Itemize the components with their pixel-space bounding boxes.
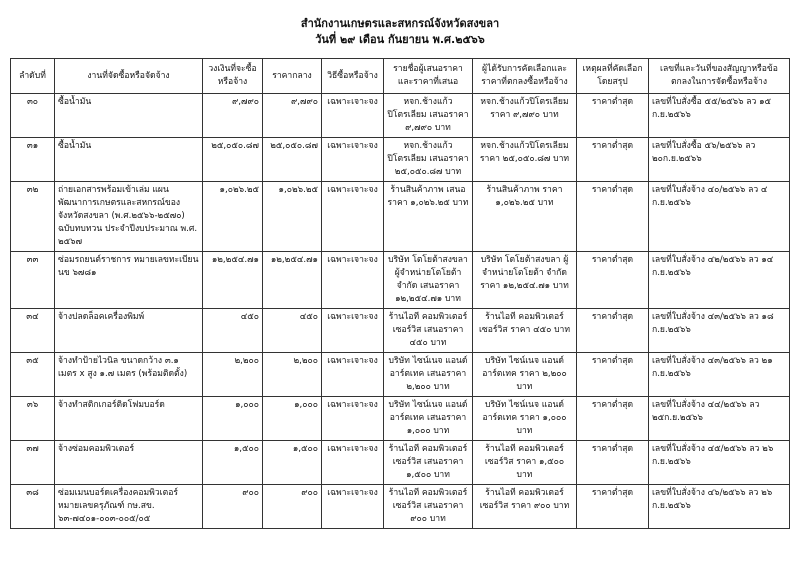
col-header-item: งานที่จัดซื้อหรือจัดจ้าง xyxy=(55,59,203,94)
cell-item: จ้างทำป้ายไวนิล ขนาดกว้าง ๓.๑ เมตร x สูง ๑.๗ เมตร (พร้อมติดตั้ง) xyxy=(55,353,203,397)
col-header-no: ลำดับที่ xyxy=(11,59,55,94)
table-row xyxy=(11,485,790,529)
cell-reason: ราคาต่ำสุด xyxy=(577,94,649,138)
cell-item: ซ่อมรถยนต์ราชการ หมายเลขทะเบียน นข ๖๗๘๑ xyxy=(55,252,203,309)
cell-method: เฉพาะเจาะจง xyxy=(322,182,384,252)
cell-budget: ๒,๒๐๐ xyxy=(203,353,263,397)
cell-item: จ้างทำสติกเกอร์ติดโฟมบอร์ด xyxy=(55,397,203,441)
cell-contract: เลขที่ใบสั่งจ้าง ๔๔/๒๕๖๖ ลว ๒๕ก.ย.๒๕๖๖ xyxy=(649,397,790,441)
cell-contract: เลขที่ใบสั่งจ้าง ๔๓/๒๕๖๖ ลว ๒๑ ก.ย.๒๕๖๖ xyxy=(649,353,790,397)
cell-bidder: บริษัท ไซน์เนจ แอนด์ อาร์ตเทค เสนอราคา ๑,๐๐๐ บาท xyxy=(384,397,473,441)
col-header-bidder: รายชื่อผู้เสนอราคาและราคาที่เสนอ xyxy=(384,59,473,94)
cell-no: ๓๘ xyxy=(11,485,55,529)
cell-winner: หจก.ช้างแก้วปิโตรเลียม ราคา ๙,๗๙๐ บาท xyxy=(473,94,577,138)
cell-reason: ราคาต่ำสุด xyxy=(577,397,649,441)
cell-winner: ร้านไอที คอมพิวเตอร์ เซอร์วิส ราคา ๙๐๐ บาท xyxy=(473,485,577,529)
cell-contract: เลขที่ใบสั่งจ้าง ๔๐/๒๕๖๖ ลว ๔ ก.ย.๒๕๖๖ xyxy=(649,182,790,252)
document-title: สำนักงานเกษตรและสหกรณ์จังหวัดสงขลา xyxy=(300,17,500,30)
cell-item: ซื้อน้ำมัน xyxy=(55,94,203,138)
cell-item: ซ่อมเมนบอร์ดเครื่องคอมพิวเตอร์ หมายเลขครุภัณฑ์ กษ.สข. ๖๓-๗๔๐๑-๐๐๓-๐๐๕/๐๕ xyxy=(55,485,203,529)
cell-item: จ้างซ่อมคอมพิวเตอร์ xyxy=(55,441,203,485)
cell-method: เฉพาะเจาะจง xyxy=(322,353,384,397)
cell-reason: ราคาต่ำสุด xyxy=(577,441,649,485)
cell-bidder: ร้านสินค้าภาพ เสนอราคา ๑,๐๒๖.๒๕ บาท xyxy=(384,182,473,252)
col-header-reason: เหตุผลที่คัดเลือกโดยสรุป xyxy=(577,59,649,94)
cell-median-price: ๒๕,๐๕๐.๘๗ xyxy=(263,138,322,182)
cell-reason: ราคาต่ำสุด xyxy=(577,138,649,182)
cell-budget: ๑,๐๒๖.๒๕ xyxy=(203,182,263,252)
cell-reason: ราคาต่ำสุด xyxy=(577,353,649,397)
cell-winner: ร้านไอที คอมพิวเตอร์ เซอร์วิส ราคา ๔๕๐ บาท xyxy=(473,309,577,353)
cell-budget: ๑,๐๐๐ xyxy=(203,397,263,441)
cell-item: จ้างปลดล็อคเครื่องพิมพ์ xyxy=(55,309,203,353)
table-row xyxy=(11,138,790,182)
table-header-row xyxy=(11,59,790,94)
table-row xyxy=(11,353,790,397)
cell-reason: ราคาต่ำสุด xyxy=(577,252,649,309)
procurement-table xyxy=(10,58,790,529)
cell-contract: เลขที่ใบสั่งจ้าง ๔๖/๒๕๖๖ ลว ๒๖ ก.ย.๒๕๖๖ xyxy=(649,485,790,529)
cell-contract: เลขที่ใบสั่งซื้อ ๕๕/๒๕๖๖ ลว ๑๕ ก.ย.๒๕๖๖ xyxy=(649,94,790,138)
cell-contract: เลขที่ใบสั่งจ้าง ๔๕/๒๕๖๖ ลว ๒๖ ก.ย.๒๕๖๖ xyxy=(649,441,790,485)
cell-median-price: ๑,๐๐๐ xyxy=(263,397,322,441)
cell-winner: บริษัท โตโยต้าสงขลา ผู้จำหน่ายโตโยต้า จำกัด ราคา ๑๒,๒๕๔.๗๑ บาท xyxy=(473,252,577,309)
cell-reason: ราคาต่ำสุด xyxy=(577,182,649,252)
cell-method: เฉพาะเจาะจง xyxy=(322,252,384,309)
cell-no: ๓๒ xyxy=(11,182,55,252)
cell-bidder: ร้านไอที คอมพิวเตอร์ เซอร์วิส เสนอราคา ๙๐๐ บาท xyxy=(384,485,473,529)
cell-contract: เลขที่ใบสั่งจ้าง ๔๓/๒๕๖๖ ลว ๑๘ ก.ย.๒๕๖๖ xyxy=(649,309,790,353)
cell-budget: ๒๕,๐๕๐.๘๗ xyxy=(203,138,263,182)
col-header-contract: เลขที่และวันที่ของสัญญาหรือข้อตกลงในการจัดซื้อหรือจ้าง xyxy=(649,59,790,94)
cell-median-price: ๒,๒๐๐ xyxy=(263,353,322,397)
cell-method: เฉพาะเจาะจง xyxy=(322,441,384,485)
cell-contract: เลขที่ใบสั่งจ้าง ๔๒/๒๕๖๖ ลว ๑๔ ก.ย.๒๕๖๖ xyxy=(649,252,790,309)
col-header-winner: ผู้ได้รับการคัดเลือกและราคาที่ตกลงซื้อหรือจ้าง xyxy=(473,59,577,94)
cell-winner: หจก.ช้างแก้วปิโตรเลียม ราคา ๒๕,๐๕๐.๘๗ บาท xyxy=(473,138,577,182)
table-row xyxy=(11,94,790,138)
table-row xyxy=(11,397,790,441)
col-header-method: วิธีซื้อหรือจ้าง xyxy=(322,59,384,94)
cell-method: เฉพาะเจาะจง xyxy=(322,485,384,529)
cell-no: ๓๖ xyxy=(11,397,55,441)
cell-method: เฉพาะเจาะจง xyxy=(322,397,384,441)
cell-no: ๓๑ xyxy=(11,138,55,182)
table-row xyxy=(11,441,790,485)
cell-budget: ๙๐๐ xyxy=(203,485,263,529)
cell-bidder: บริษัท ไซน์เนจ แอนด์ อาร์ตเทค เสนอราคา ๒,๒๐๐ บาท xyxy=(384,353,473,397)
cell-no: ๓๗ xyxy=(11,441,55,485)
cell-bidder: บริษัท โตโยต้าสงขลา ผู้จำหน่ายโตโยต้า จำกัด เสนอราคา ๑๒,๒๕๔.๗๑ บาท xyxy=(384,252,473,309)
table-row xyxy=(11,252,790,309)
cell-median-price: ๑,๐๒๖.๒๕ xyxy=(263,182,322,252)
cell-budget: ๑,๕๐๐ xyxy=(203,441,263,485)
cell-no: ๓๐ xyxy=(11,94,55,138)
cell-contract: เลขที่ใบสั่งซื้อ ๕๖/๒๕๖๖ ลว ๒๐ก.ย.๒๕๖๖ xyxy=(649,138,790,182)
document-date: วันที่ ๒๙ เดือน กันยายน พ.ศ.๒๕๖๖ xyxy=(315,33,485,46)
cell-budget: ๙,๗๙๐ xyxy=(203,94,263,138)
cell-bidder: หจก.ช้างแก้ว ปิโตรเลียม เสนอราคา ๒๕,๐๕๐.๘๗ บาท xyxy=(384,138,473,182)
cell-winner: ร้านสินค้าภาพ ราคา ๑,๐๒๖.๒๕ บาท xyxy=(473,182,577,252)
cell-median-price: ๙๐๐ xyxy=(263,485,322,529)
cell-budget: ๔๕๐ xyxy=(203,309,263,353)
cell-method: เฉพาะเจาะจง xyxy=(322,138,384,182)
cell-winner: บริษัท ไซน์เนจ แอนด์ อาร์ตเทค ราคา ๒,๒๐๐ บาท xyxy=(473,353,577,397)
cell-no: ๓๕ xyxy=(11,353,55,397)
cell-bidder: ร้านไอที คอมพิวเตอร์ เซอร์วิส เสนอราคา ๔๕๐ บาท xyxy=(384,309,473,353)
cell-item: ซื้อน้ำมัน xyxy=(55,138,203,182)
cell-bidder: ร้านไอที คอมพิวเตอร์ เซอร์วิส เสนอราคา ๑,๕๐๐ บาท xyxy=(384,441,473,485)
cell-median-price: ๔๕๐ xyxy=(263,309,322,353)
cell-bidder: หจก.ช้างแก้ว ปิโตรเลียม เสนอราคา ๙,๗๙๐ บาท xyxy=(384,94,473,138)
cell-winner: ร้านไอที คอมพิวเตอร์ เซอร์วิส ราคา ๑,๕๐๐ บาท xyxy=(473,441,577,485)
cell-no: ๓๓ xyxy=(11,252,55,309)
cell-item: ถ่ายเอกสารพร้อมเข้าเล่ม แผนพัฒนาการเกษตรและสหกรณ์ของจังหวัดสงขลา (พ.ศ.๒๕๖๖-๒๕๗๐) ฉบับทบทวน ประจำปีงบประมาณ พ.ศ. ๒๕๖๗ xyxy=(55,182,203,252)
cell-median-price: ๑,๕๐๐ xyxy=(263,441,322,485)
cell-median-price: ๑๒,๒๕๔.๗๑ xyxy=(263,252,322,309)
cell-no: ๓๔ xyxy=(11,309,55,353)
cell-winner: บริษัท ไซน์เนจ แอนด์ อาร์ตเทค ราคา ๑,๐๐๐ บาท xyxy=(473,397,577,441)
col-header-budget: วงเงินที่จะซื้อหรือจ้าง xyxy=(203,59,263,94)
cell-reason: ราคาต่ำสุด xyxy=(577,485,649,529)
cell-method: เฉพาะเจาะจง xyxy=(322,94,384,138)
table-row xyxy=(11,309,790,353)
cell-budget: ๑๒,๒๕๔.๗๑ xyxy=(203,252,263,309)
cell-median-price: ๙,๗๙๐ xyxy=(263,94,322,138)
cell-reason: ราคาต่ำสุด xyxy=(577,309,649,353)
cell-method: เฉพาะเจาะจง xyxy=(322,309,384,353)
table-row xyxy=(11,182,790,252)
col-header-median-price: ราคากลาง xyxy=(263,59,322,94)
